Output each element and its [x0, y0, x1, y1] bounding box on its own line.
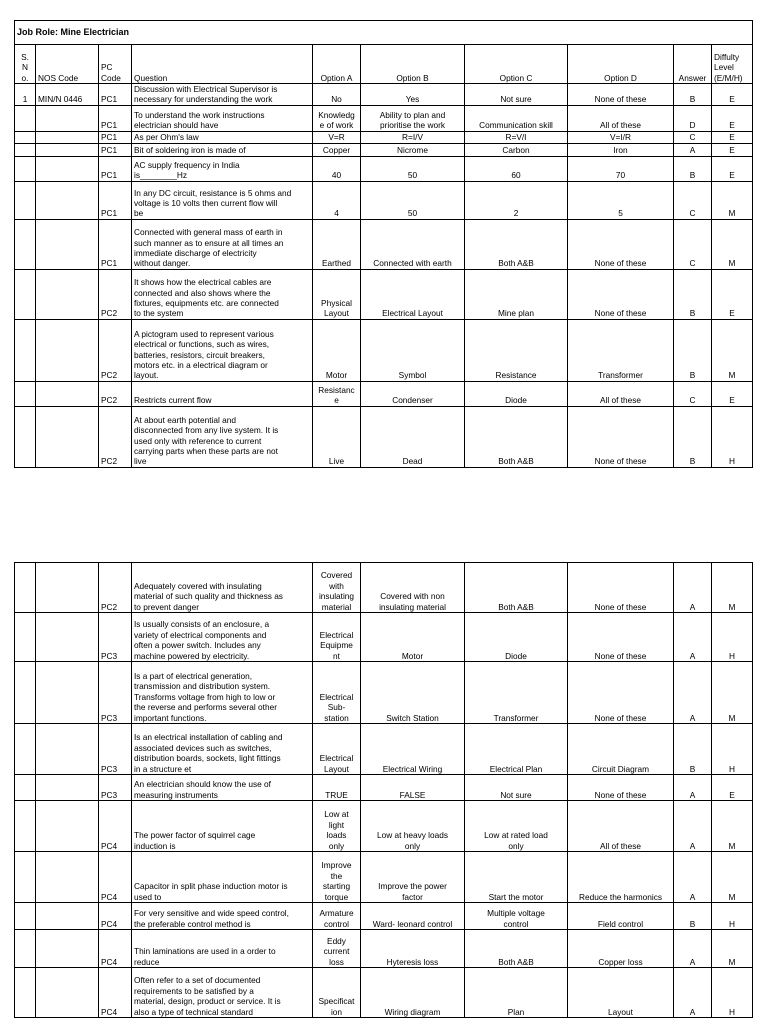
nos-code-cell: MIN/N 0446 — [36, 84, 99, 106]
difficulty-cell: E — [712, 105, 753, 131]
answer-cell: B — [674, 269, 712, 319]
option-b-cell: Low at heavy loads only — [361, 801, 465, 852]
table-row — [15, 269, 753, 319]
answer-cell: B — [674, 406, 712, 467]
question-cell: To understand the work instructions electrician should have — [132, 105, 313, 131]
option-c-cell: 2 — [465, 181, 568, 219]
option-b-cell: Covered with non insulating material — [361, 563, 465, 613]
option-d-cell: 5 — [568, 181, 674, 219]
option-a-cell: Physical Layout — [313, 269, 361, 319]
answer-cell: A — [674, 930, 712, 968]
answer-cell: A — [674, 852, 712, 903]
table-row — [15, 968, 753, 1018]
option-b-cell: Electrical Layout — [361, 269, 465, 319]
sno-cell — [15, 724, 36, 775]
option-d-cell: All of these — [568, 381, 674, 406]
difficulty-cell: M — [712, 852, 753, 903]
pc-code-cell: PC3 — [99, 775, 132, 801]
pc-code-cell: PC4 — [99, 968, 132, 1018]
option-b-cell: Connected with earth — [361, 219, 465, 269]
question-table-1 — [14, 20, 753, 468]
nos-code-cell — [36, 319, 99, 381]
option-c-cell: 60 — [465, 156, 568, 181]
sno-cell — [15, 903, 36, 930]
difficulty-cell: E — [712, 143, 753, 156]
difficulty-cell: H — [712, 968, 753, 1018]
nos-code-cell — [36, 903, 99, 930]
nos-code-cell — [36, 406, 99, 467]
answer-cell: A — [674, 662, 712, 724]
difficulty-cell: M — [712, 319, 753, 381]
option-a-cell: Copper — [313, 143, 361, 156]
question-cell: Connected with general mass of earth in such manner as to ensure at all times an immediate discharge of electricity without danger. — [132, 219, 313, 269]
option-b-cell: Improve the power factor — [361, 852, 465, 903]
option-c-cell: Both A&B — [465, 563, 568, 613]
pc-code-cell: PC3 — [99, 662, 132, 724]
option-b-cell: Condenser — [361, 381, 465, 406]
question-cell: AC supply frequency in India is________Hz — [132, 156, 313, 181]
answer-cell: A — [674, 613, 712, 662]
nos-code-cell — [36, 381, 99, 406]
answer-cell: C — [674, 219, 712, 269]
question-cell: A pictogram used to represent various electrical or functions, such as wires, batteries, resistors, circuit breakers, motors etc. in a electrical diagram or layout. — [132, 319, 313, 381]
option-c-cell: Carbon — [465, 143, 568, 156]
option-a-cell: V=R — [313, 131, 361, 143]
header-row — [15, 45, 753, 84]
nos-code-cell — [36, 775, 99, 801]
option-c-cell: Multiple voltage control — [465, 903, 568, 930]
option-d-cell: Circuit Diagram — [568, 724, 674, 775]
option-b-cell: FALSE — [361, 775, 465, 801]
table-row — [15, 381, 753, 406]
option-c-cell: Low at rated load only — [465, 801, 568, 852]
option-b-cell: Dead — [361, 406, 465, 467]
option-d-cell: All of these — [568, 105, 674, 131]
header-answer: Answer — [674, 45, 712, 84]
pc-code-cell: PC1 — [99, 131, 132, 143]
nos-code-cell — [36, 613, 99, 662]
option-c-cell: Start the motor — [465, 852, 568, 903]
header-option-c: Option C — [465, 45, 568, 84]
table-row — [15, 105, 753, 131]
answer-cell: A — [674, 968, 712, 1018]
option-d-cell: None of these — [568, 269, 674, 319]
question-cell: As per Ohm's law — [132, 131, 313, 143]
option-c-cell: Mine plan — [465, 269, 568, 319]
table-row — [15, 563, 753, 613]
option-c-cell: Diode — [465, 613, 568, 662]
option-d-cell: 70 — [568, 156, 674, 181]
answer-cell: C — [674, 181, 712, 219]
sno-cell — [15, 181, 36, 219]
option-d-cell: None of these — [568, 662, 674, 724]
nos-code-cell — [36, 219, 99, 269]
pc-code-cell: PC4 — [99, 852, 132, 903]
option-c-cell: Both A&B — [465, 930, 568, 968]
difficulty-cell: E — [712, 84, 753, 106]
pc-code-cell: PC1 — [99, 219, 132, 269]
option-d-cell: None of these — [568, 775, 674, 801]
sno-cell — [15, 269, 36, 319]
difficulty-cell: E — [712, 269, 753, 319]
nos-code-cell — [36, 724, 99, 775]
pc-code-cell: PC1 — [99, 84, 132, 106]
answer-cell: A — [674, 143, 712, 156]
difficulty-cell: H — [712, 903, 753, 930]
question-cell: An electrician should know the use of measuring instruments — [132, 775, 313, 801]
difficulty-cell: M — [712, 662, 753, 724]
nos-code-cell — [36, 662, 99, 724]
sno-cell — [15, 930, 36, 968]
nos-code-cell — [36, 269, 99, 319]
sno-cell — [15, 775, 36, 801]
difficulty-cell: M — [712, 563, 753, 613]
table-row — [15, 181, 753, 219]
question-cell: It shows how the electrical cables are connected and also shows where the fixtures, equipments etc. are connected to the system — [132, 269, 313, 319]
nos-code-cell — [36, 563, 99, 613]
table-row — [15, 775, 753, 801]
answer-cell: B — [674, 84, 712, 106]
option-a-cell: Armature control — [313, 903, 361, 930]
pc-code-cell: PC4 — [99, 801, 132, 852]
sno-cell — [15, 105, 36, 131]
table-row — [15, 406, 753, 467]
difficulty-cell: M — [712, 801, 753, 852]
option-a-cell: Electrical Sub- station — [313, 662, 361, 724]
answer-cell: A — [674, 563, 712, 613]
pc-code-cell: PC2 — [99, 381, 132, 406]
answer-cell: B — [674, 319, 712, 381]
table-row — [15, 131, 753, 143]
difficulty-cell: E — [712, 775, 753, 801]
table-row — [15, 662, 753, 724]
difficulty-cell: E — [712, 381, 753, 406]
question-cell: Bit of soldering iron is made of — [132, 143, 313, 156]
pc-code-cell: PC1 — [99, 105, 132, 131]
sno-cell — [15, 613, 36, 662]
option-b-cell: Wiring diagram — [361, 968, 465, 1018]
option-a-cell: No — [313, 84, 361, 106]
option-a-cell: 4 — [313, 181, 361, 219]
option-c-cell: Diode — [465, 381, 568, 406]
answer-cell: B — [674, 724, 712, 775]
option-d-cell: Reduce the harmonics — [568, 852, 674, 903]
question-cell: Often refer to a set of documented requirements to be satisfied by a material, design, product or service. It is also a type of technical standard — [132, 968, 313, 1018]
option-d-cell: Layout — [568, 968, 674, 1018]
pc-code-cell: PC4 — [99, 930, 132, 968]
option-d-cell: Field control — [568, 903, 674, 930]
table-row — [15, 724, 753, 775]
pc-code-cell: PC1 — [99, 143, 132, 156]
nos-code-cell — [36, 968, 99, 1018]
table-row — [15, 143, 753, 156]
option-a-cell: Improve the starting torque — [313, 852, 361, 903]
pc-code-cell: PC3 — [99, 724, 132, 775]
difficulty-cell: M — [712, 219, 753, 269]
nos-code-cell — [36, 181, 99, 219]
sno-cell — [15, 563, 36, 613]
option-c-cell: Communication skill — [465, 105, 568, 131]
table-row — [15, 84, 753, 106]
sno-cell — [15, 219, 36, 269]
option-a-cell: Specificat ion — [313, 968, 361, 1018]
question-cell: Is a part of electrical generation, transmission and distribution system. Transforms voltage from high to low or the reverse and performs several other important functions. — [132, 662, 313, 724]
question-cell: Adequately covered with insulating material of such quality and thickness as to prevent danger — [132, 563, 313, 613]
difficulty-cell: E — [712, 131, 753, 143]
option-d-cell: None of these — [568, 84, 674, 106]
nos-code-cell — [36, 131, 99, 143]
sno-cell: 1 — [15, 84, 36, 106]
nos-code-cell — [36, 105, 99, 131]
pc-code-cell: PC1 — [99, 156, 132, 181]
option-b-cell: Hyteresis loss — [361, 930, 465, 968]
option-c-cell: Both A&B — [465, 219, 568, 269]
question-cell: At about earth potential and disconnected from any live system. It is used only with reference to current carrying parts when these parts are not live — [132, 406, 313, 467]
pc-code-cell: PC4 — [99, 903, 132, 930]
option-c-cell: Plan — [465, 968, 568, 1018]
option-d-cell: Iron — [568, 143, 674, 156]
pc-code-cell: PC2 — [99, 563, 132, 613]
option-b-cell: Yes — [361, 84, 465, 106]
option-a-cell: Motor — [313, 319, 361, 381]
nos-code-cell — [36, 156, 99, 181]
question-cell: Restricts current flow — [132, 381, 313, 406]
answer-cell: C — [674, 381, 712, 406]
sno-cell — [15, 381, 36, 406]
header-pc-code: PC Code — [99, 45, 132, 84]
option-b-cell: 50 — [361, 156, 465, 181]
option-a-cell: Covered with insulating material — [313, 563, 361, 613]
option-d-cell: None of these — [568, 563, 674, 613]
question-cell: Is an electrical installation of cabling and associated devices such as switches, distribution boards, sockets, light fittings in a structure et — [132, 724, 313, 775]
job-role-title: Job Role: Mine Electrician — [15, 21, 753, 45]
pc-code-cell: PC2 — [99, 319, 132, 381]
table-row — [15, 903, 753, 930]
table-row — [15, 801, 753, 852]
question-cell: For very sensitive and wide speed control, the preferable control method is — [132, 903, 313, 930]
sno-cell — [15, 406, 36, 467]
question-cell: Is usually consists of an enclosure, a variety of electrical components and often a power switch. Includes any machine powered by electricity. — [132, 613, 313, 662]
sno-cell — [15, 143, 36, 156]
option-a-cell: TRUE — [313, 775, 361, 801]
option-a-cell: Low at light loads only — [313, 801, 361, 852]
sno-cell — [15, 801, 36, 852]
option-d-cell: V=I/R — [568, 131, 674, 143]
option-a-cell: Live — [313, 406, 361, 467]
nos-code-cell — [36, 930, 99, 968]
option-b-cell: Ward- leonard control — [361, 903, 465, 930]
answer-cell: A — [674, 801, 712, 852]
difficulty-cell: H — [712, 724, 753, 775]
header-option-d: Option D — [568, 45, 674, 84]
option-b-cell: Switch Station — [361, 662, 465, 724]
header-nos-code: NOS Code — [36, 45, 99, 84]
option-a-cell: Electrical Layout — [313, 724, 361, 775]
option-c-cell: Resistance — [465, 319, 568, 381]
difficulty-cell: M — [712, 930, 753, 968]
option-d-cell: None of these — [568, 219, 674, 269]
table-row — [15, 930, 753, 968]
option-c-cell: Not sure — [465, 84, 568, 106]
question-table-2 — [14, 562, 753, 1018]
pc-code-cell: PC1 — [99, 181, 132, 219]
pc-code-cell: PC2 — [99, 269, 132, 319]
option-a-cell: Resistanc e — [313, 381, 361, 406]
answer-cell: B — [674, 156, 712, 181]
answer-cell: B — [674, 903, 712, 930]
option-c-cell: Electrical Plan — [465, 724, 568, 775]
difficulty-cell: E — [712, 156, 753, 181]
table-row — [15, 156, 753, 181]
sno-cell — [15, 131, 36, 143]
option-a-cell: Eddy current loss — [313, 930, 361, 968]
option-d-cell: Transformer — [568, 319, 674, 381]
nos-code-cell — [36, 143, 99, 156]
option-c-cell: Not sure — [465, 775, 568, 801]
nos-code-cell — [36, 852, 99, 903]
table-row — [15, 319, 753, 381]
option-a-cell: Earthed — [313, 219, 361, 269]
sno-cell — [15, 319, 36, 381]
header-option-a: Option A — [313, 45, 361, 84]
option-a-cell: Electrical Equipme nt — [313, 613, 361, 662]
header-difficulty-level: Diffulty Level (E/M/H) — [712, 45, 753, 84]
sno-cell — [15, 852, 36, 903]
option-b-cell: 50 — [361, 181, 465, 219]
question-cell: In any DC circuit, resistance is 5 ohms and voltage is 10 volts then current flow will be — [132, 181, 313, 219]
header-sno: S. N o. — [15, 45, 36, 84]
answer-cell: C — [674, 131, 712, 143]
sno-cell — [15, 968, 36, 1018]
header-option-b: Option B — [361, 45, 465, 84]
question-cell: Thin laminations are used in a order to reduce — [132, 930, 313, 968]
header-question: Question — [132, 45, 313, 84]
pc-code-cell: PC2 — [99, 406, 132, 467]
title-row — [15, 21, 753, 45]
option-b-cell: Motor — [361, 613, 465, 662]
nos-code-cell — [36, 801, 99, 852]
option-b-cell: R=I/V — [361, 131, 465, 143]
option-c-cell: Transformer — [465, 662, 568, 724]
option-c-cell: R=V/I — [465, 131, 568, 143]
answer-cell: A — [674, 775, 712, 801]
table-row — [15, 613, 753, 662]
option-d-cell: Copper loss — [568, 930, 674, 968]
question-cell: Discussion with Electrical Supervisor is necessary for understanding the work — [132, 84, 313, 106]
option-a-cell: 40 — [313, 156, 361, 181]
option-c-cell: Both A&B — [465, 406, 568, 467]
option-d-cell: None of these — [568, 613, 674, 662]
difficulty-cell: M — [712, 181, 753, 219]
option-b-cell: Symbol — [361, 319, 465, 381]
option-b-cell: Electrical Wiring — [361, 724, 465, 775]
option-b-cell: Ability to plan and prioritise the work — [361, 105, 465, 131]
table-row — [15, 219, 753, 269]
option-a-cell: Knowledg e of work — [313, 105, 361, 131]
pc-code-cell: PC3 — [99, 613, 132, 662]
table-row — [15, 852, 753, 903]
difficulty-cell: H — [712, 613, 753, 662]
sno-cell — [15, 156, 36, 181]
difficulty-cell: H — [712, 406, 753, 467]
question-cell: Capacitor in split phase induction motor is used to — [132, 852, 313, 903]
option-d-cell: None of these — [568, 406, 674, 467]
option-d-cell: All of these — [568, 801, 674, 852]
sno-cell — [15, 662, 36, 724]
option-b-cell: Nicrome — [361, 143, 465, 156]
question-cell: The power factor of squirrel cage induction is — [132, 801, 313, 852]
answer-cell: D — [674, 105, 712, 131]
